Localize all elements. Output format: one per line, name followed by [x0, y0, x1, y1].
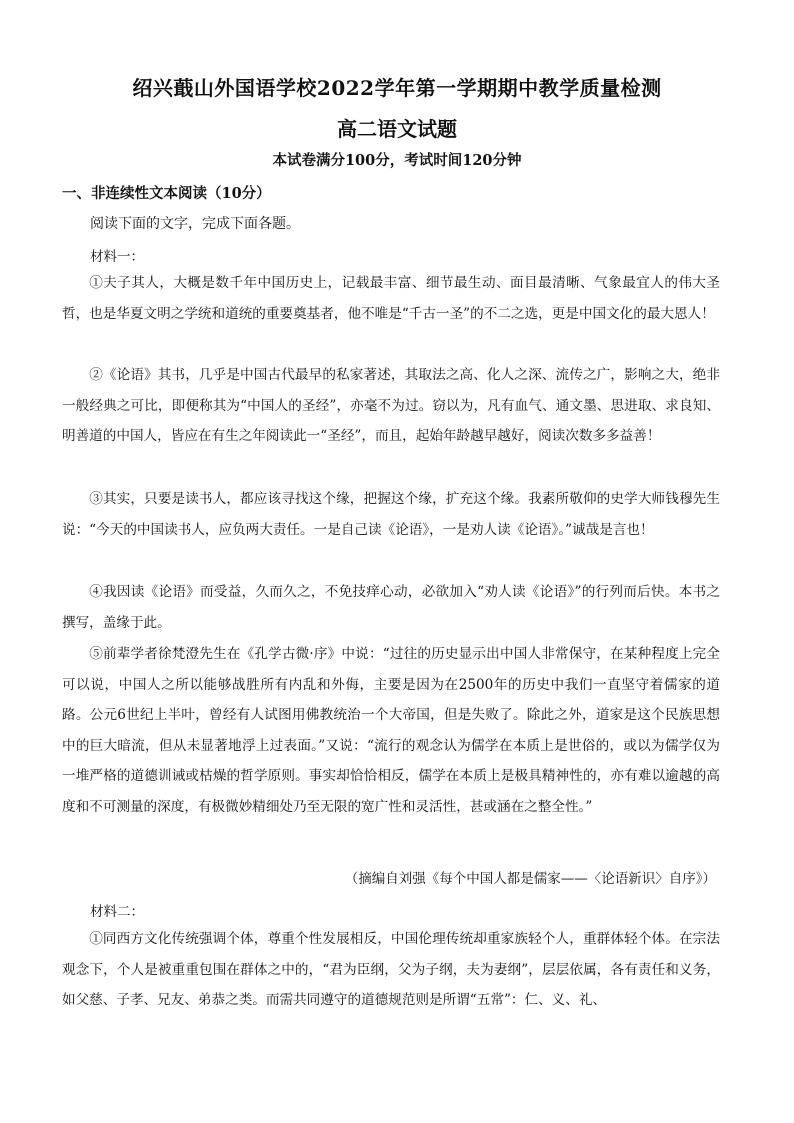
- instruction-text: 阅读下面的文字，完成下面各题。: [90, 216, 300, 232]
- exam-info: 本试卷满分100分，考试时间120分钟: [272, 152, 522, 169]
- exam-subtitle: 高二语文试题: [337, 117, 457, 141]
- material1-source: （摘编自刘强《每个中国人都是儒家——〈论语新识〉自序》）: [344, 871, 716, 887]
- material1-paragraph: ①夫子其人，大概是数千年中国历史上，记载最丰富、细节最生动、面目最清晰、气象最宜人的伟大圣哲，也是华夏文明之学统和道统的重要奠基者，他不唯是“千古一圣”的不二之选，更是中国文化的最大恩人！: [62, 275, 720, 322]
- material2-label: 材料二：: [90, 904, 144, 920]
- material1-paragraph: ③其实，只要是读书人，都应该寻找这个缘，把握这个缘，扩充这个缘。我素所敬仰的史学大师钱穆先生说：“今天的中国读书人，应负两大责任。一是自己读《论语》，一是劝人读《论语》。”诚哉是言也！: [62, 491, 720, 538]
- section-heading: 一、非连续性文本阅读（10分）: [62, 185, 271, 202]
- material1-label: 材料一：: [90, 249, 144, 265]
- material1-paragraph: ②《论语》其书，几乎是中国古代最早的私家著述，其取法之高、化人之深、流传之广，影响之大，绝非一般经典之可比，即便称其为“中国人的圣经”，亦毫不为过。窃以为，凡有血气、通文墨、思进取、求良知、明善道的中国人，皆应在有生之年阅读此一“圣经”，而且，起始年龄越早越好，阅读次数多多益善！: [62, 367, 720, 444]
- material1-paragraph: ④我因读《论语》而受益，久而久之，不免技痒心动，必欲加入“劝人读《论语》”的行列而后快。本书之撰写，盖缘于此。: [62, 584, 720, 631]
- exam-title: 绍兴蕺山外国语学校2022学年第一学期期中教学质量检测: [132, 76, 662, 100]
- material2-paragraph: ①同西方文化传统强调个体，尊重个性发展相反，中国伦理传统却重家族轻个人，重群体轻个体。在宗法观念下，个人是被重重包围在群体之中的，“君为臣纲，父为子纲，夫为妻纲”，层层依属，各有责任和义务，如父慈、子孝、兄友、弟恭之类。而需共同遵守的道德规范则是所谓“五常”：仁、义、礼、: [62, 931, 720, 1008]
- material1-paragraph: ⑤前辈学者徐梵澄先生在《孔学古微·序》中说：“过往的历史显示出中国人非常保守，在某种程度上完全可以说，中国人之所以能够战胜所有内乱和外侮，主要是因为在2500年的历史中我们一直坚守着儒家的道路。公元6世纪上半叶，曾经有人试图用佛教统治一个大帝国，但是失败了。除此之外，道家是这个民族思想中的巨大暗流，但从未显著地浮上过表面。”又说：“流行的观念认为儒学在本质上是世俗的，或以为儒学仅为一堆严格的道德训诫或枯燥的哲学原则。事实却恰恰相反，儒学在本质上是极具精神性的，亦有难以逾越的高度和不可测量的深度，有极微妙精细处乃至无限的宽广性和灵活性，甚或涵在之整全性。”: [62, 646, 720, 815]
